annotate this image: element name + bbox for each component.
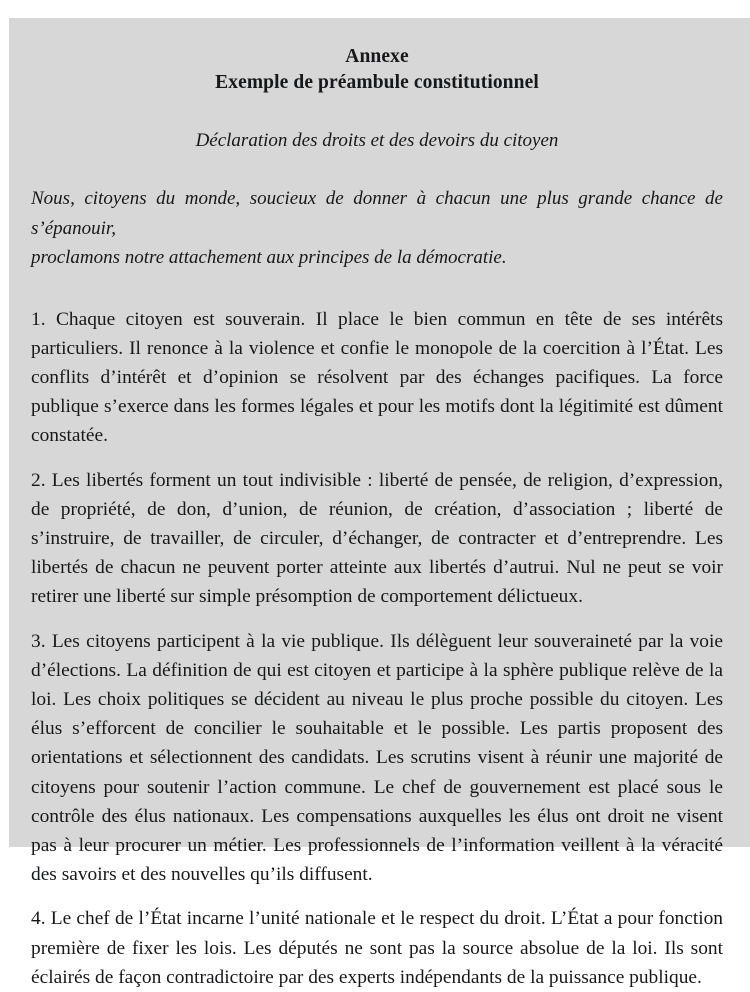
- document-content: [31, 18, 723, 992]
- document-page: [9, 18, 750, 988]
- preamble-lead-line-1: Nous, citoyens du monde, soucieux de donner à chacun une plus grande chance de s’épanouir,: [31, 188, 723, 239]
- article-item: 3. Les citoyens participent à la vie publique. Ils délèguent leur souveraineté par la voie d’élections. La définition de qui est citoyen et participe à la sphère publique relève de la loi. Les choix politiques se décident au niveau le plus proche possible du citoyen. Les élus s’efforcent de concilier le souhaitable et le possible. Les partis proposent des orientations et sélectionnent des candidats. Les scrutins visent à réunir une majorité de citoyens pour soutenir l’action commune. Le chef de gouvernement est placé sous le contrôle des élus nationaux. Les compensations auxquelles les élus ont droit ne visent pas à leur procurer un métier. Les professionnels de l’information veillent à la véracité des savoirs et des nouvelles qu’ils diffusent.: [31, 630, 723, 886]
- article-item: 4. Le chef de l’État incarne l’unité nationale et le respect du droit. L’État a pour fonction première de fixer les lois. Les députés ne sont pas la source absolue de la loi. Ils sont éclairés de façon contradictoire par des experts indépendants de la puissance publique.: [31, 908, 723, 988]
- document-title-block: [31, 44, 723, 95]
- document-subtitle: Déclaration des droits et des devoirs du citoyen: [195, 130, 559, 151]
- page-subtitle-bold: Exemple de préambule constitutionnel: [215, 71, 539, 93]
- page-title: Annexe: [345, 46, 409, 67]
- article-item: 1. Chaque citoyen est souverain. Il place le bien commun en tête de ses intérêts particuliers. Il renonce à la violence et confie le monopole de la coercition à l’État. Les conflits d’intérêt et d’opinion se résolvent par des échanges pacifiques. La force publique s’exerce dans les formes légales et pour les motifs dont la légitimité est dûment constatée.: [31, 308, 723, 447]
- preamble-lead: [31, 184, 723, 273]
- article-item: 2. Les libertés forment un tout indivisible : liberté de pensée, de religion, d’expression, de propriété, de don, d’union, de réunion, de création, d’association ; liberté de s’instruire, de travailler, de circuler, d’échanger, de contracter et d’entreprendre. Les libertés de chacun ne peuvent porter atteinte aux libertés d’autrui. Nul ne peut se voir retirer une liberté sur simple présomption de comportement délictueux.: [31, 469, 723, 608]
- article-list: [31, 305, 723, 992]
- preamble-lead-line-2: proclamons notre attachement aux principes de la démocratie.: [31, 247, 507, 268]
